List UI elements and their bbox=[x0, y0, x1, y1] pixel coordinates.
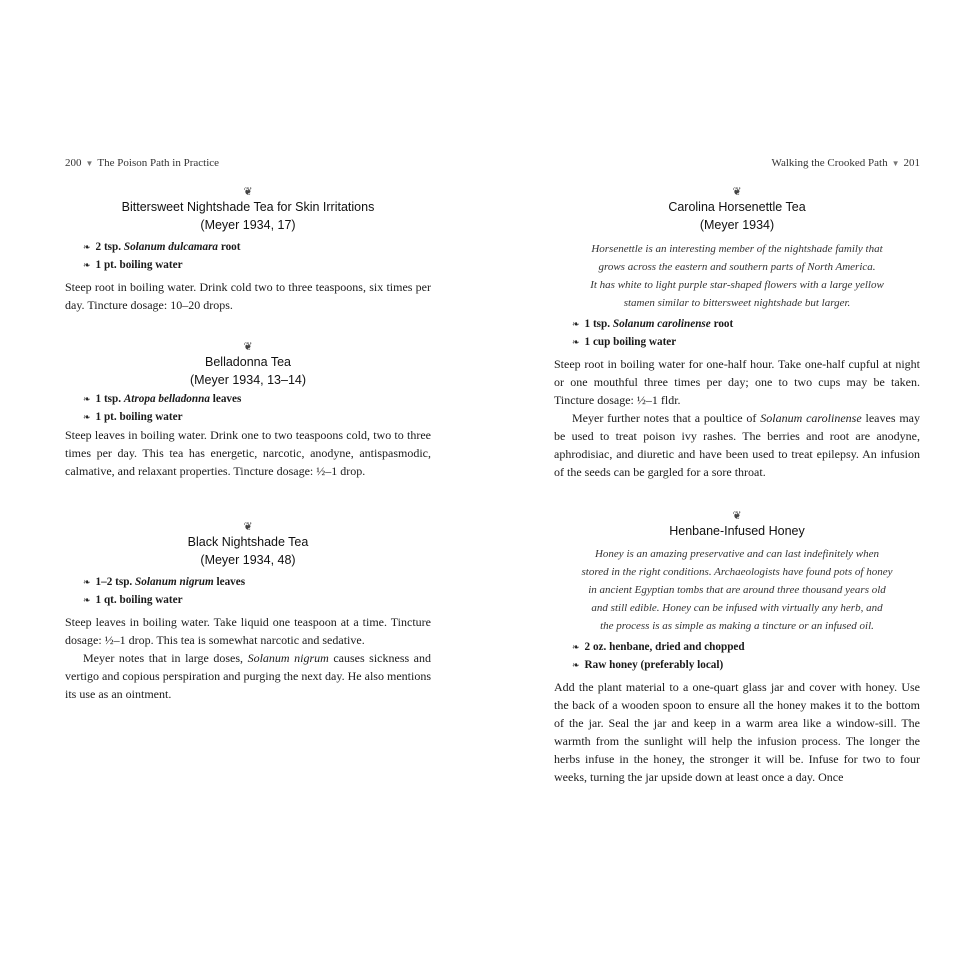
running-head-left bbox=[65, 157, 219, 169]
recipe-citation: (Meyer 1934, 17) bbox=[200, 218, 296, 232]
recipe-instructions: Steep leaves in boiling water. Drink one to two teaspoons cold, two to three times per day. This tea has energetic, narcotic, anodyne, antispasmodic, calmative, and relaxant properties. Tincture dosage: ½–1 drop. bbox=[65, 428, 431, 478]
bullet-icon: ❧ bbox=[83, 242, 91, 252]
recipe-black-nightshade-tea bbox=[65, 521, 431, 703]
recipe-note: Meyer further notes that a poultice of Solanum carolinense leaves may be used to treat poison ivy rashes. The berries and root are anodyne, aphrodisiac, and diuretic and have been used to treat epilepsy. An infusion of the seeds can be gargled for a sore throat. bbox=[554, 411, 921, 479]
triangle-icon: ▼ bbox=[891, 159, 900, 168]
bullet-icon: ❧ bbox=[572, 660, 580, 670]
ornament-icon: ❦ bbox=[243, 341, 253, 353]
bullet-icon: ❧ bbox=[572, 642, 580, 652]
recipe-instructions: Steep root in boiling water for one-half hour. Take one-half cupful at night or one mouthful three times per day; one to two cups may be taken. Tincture dosage: ½–1 fldr. bbox=[554, 357, 920, 407]
recipe-citation: (Meyer 1934, 13–14) bbox=[189, 373, 307, 387]
ingredient-list bbox=[83, 573, 431, 609]
recipe-title: Belladonna Tea bbox=[205, 355, 291, 369]
bullet-icon: ❧ bbox=[83, 595, 91, 605]
recipe-note: Meyer notes that in large doses, Solanum nigrum causes sickness and vertigo and copious perspiration and purging the next day. He also mentions its use as an ointment. bbox=[65, 651, 432, 701]
recipe-intro: Honey is an amazing preservative and can last indefinitely when stored in the right conditions. Archaeologists have found pots of honey in ancient Egyptian tombs that are around three thousand years old and still edible. Honey can be infused with virtually any herb, and the process is as simple as making a tincture or an infused oil. bbox=[581, 548, 893, 632]
ingredient-list bbox=[83, 238, 431, 274]
ingredient-item: ❧ 1 pt. boiling water bbox=[83, 259, 183, 271]
recipe-citation: (Meyer 1934) bbox=[699, 218, 775, 232]
ornament-icon: ❦ bbox=[243, 521, 253, 533]
ingredient-item: ❧ 1 pt. boiling water bbox=[83, 411, 183, 423]
bullet-icon: ❧ bbox=[572, 319, 580, 329]
bullet-icon: ❧ bbox=[83, 394, 91, 404]
recipe-title: Black Nightshade Tea bbox=[187, 535, 309, 549]
recipe-intro: Horsenettle is an interesting member of the nightshade family that grows across the eastern and southern parts of North America. It has white to light purple star-shaped flowers with a large yellow stamen similar to bittersweet nightshade but larger. bbox=[590, 243, 884, 309]
ornament-icon: ❦ bbox=[243, 186, 253, 198]
running-head-right bbox=[771, 157, 920, 169]
recipe-henbane-infused-honey bbox=[554, 510, 920, 786]
ingredient-item: ❧ 1–2 tsp. Solanum nigrum leaves bbox=[83, 576, 246, 588]
ingredient-list bbox=[572, 638, 920, 674]
recipe-citation: (Meyer 1934, 48) bbox=[200, 553, 296, 567]
recipe-carolina-horsenettle-tea bbox=[554, 186, 920, 481]
ingredient-item: ❧ 1 tsp. Solanum carolinense root bbox=[572, 318, 734, 330]
recipe-instructions: Steep leaves in boiling water. Take liquid one teaspoon at a time. Tincture dosage: ½–1 drop. This tea is somewhat narcotic and sedative. bbox=[65, 615, 431, 647]
bullet-icon: ❧ bbox=[83, 577, 91, 587]
running-head-title: Walking the Crooked Path bbox=[771, 157, 888, 169]
recipe-title: Carolina Horsenettle Tea bbox=[668, 200, 806, 214]
ingredient-list bbox=[83, 390, 431, 426]
bullet-icon: ❧ bbox=[572, 337, 580, 347]
ingredient-item: ❧ 1 qt. boiling water bbox=[83, 594, 183, 606]
recipe-bittersweet-nightshade-tea bbox=[65, 186, 431, 314]
ingredient-item: ❧ Raw honey (preferably local) bbox=[572, 659, 724, 671]
bullet-icon: ❧ bbox=[83, 412, 91, 422]
recipe-instructions: Steep root in boiling water. Drink cold two to three teaspoons, six times per day. Tincture dosage: 10–20 drops. bbox=[65, 280, 431, 312]
bullet-icon: ❧ bbox=[83, 260, 91, 270]
recipe-instructions: Add the plant material to a one-quart glass jar and cover with honey. Use the back of a wooden spoon to ensure all the honey makes it to the bottom of the jar. Seal the jar and keep in a warm area like a window-sill. The warmth from the sunlight will help the infusion process. The longer the herbs infuse in the honey, the stronger it will be. Infuse for two to four weeks, turning the jar upside down at least once a day. Once bbox=[554, 680, 920, 784]
ingredient-item: ❧ 1 cup boiling water bbox=[572, 336, 677, 348]
page-number: 200 bbox=[65, 157, 82, 169]
recipe-title: Henbane-Infused Honey bbox=[669, 524, 805, 538]
recipe-title: Bittersweet Nightshade Tea for Skin Irritations bbox=[121, 200, 375, 214]
ingredient-item: ❧ 2 oz. henbane, dried and chopped bbox=[572, 641, 745, 653]
ingredient-list bbox=[572, 315, 920, 351]
page-number: 201 bbox=[903, 157, 920, 169]
ornament-icon: ❦ bbox=[732, 186, 742, 198]
running-head-title: The Poison Path in Practice bbox=[97, 157, 220, 169]
ingredient-item: ❧ 1 tsp. Atropa belladonna leaves bbox=[83, 393, 242, 405]
recipe-belladonna-tea bbox=[65, 341, 431, 480]
ingredient-item: ❧ 2 tsp. Solanum dulcamara root bbox=[83, 241, 241, 253]
triangle-icon: ▼ bbox=[85, 159, 94, 168]
ornament-icon: ❦ bbox=[732, 510, 742, 522]
